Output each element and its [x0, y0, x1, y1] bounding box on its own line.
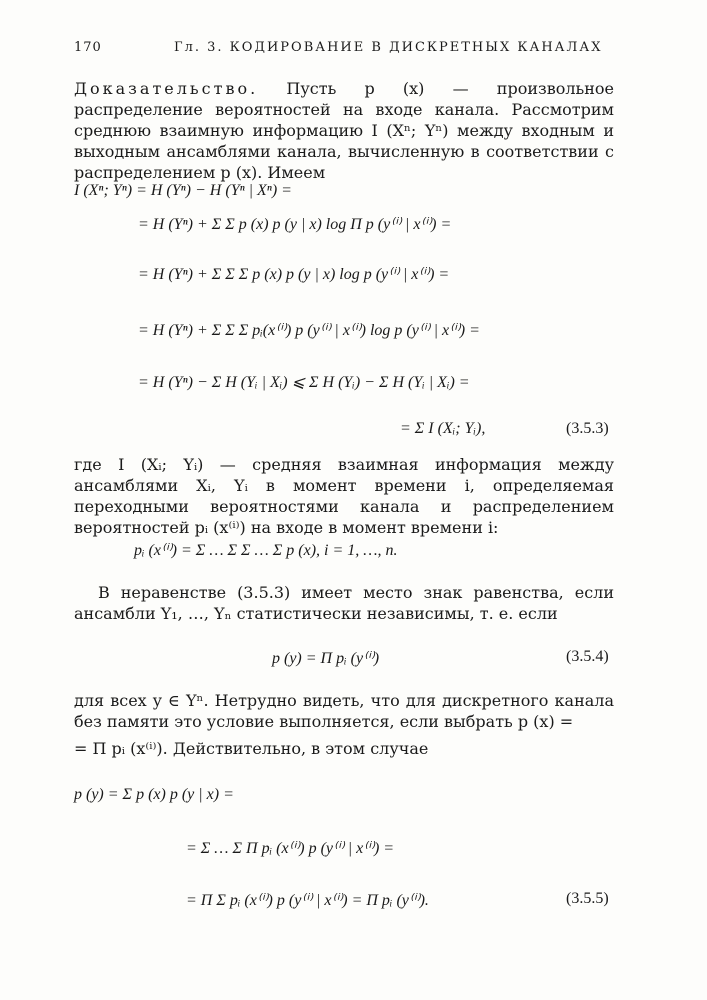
eq355-label: (3.5.5): [566, 890, 609, 907]
eq353-line6: = Σ I (Xᵢ; Yᵢ),: [400, 420, 486, 437]
eq353-line1: I (Xⁿ; Yⁿ) = H (Yⁿ) − H (Yⁿ | Xⁿ) =: [74, 182, 292, 199]
running-title: Гл. 3. КОДИРОВАНИЕ В ДИСКРЕТНЫХ КАНАЛАХ: [174, 40, 603, 55]
eq354-body: p (y) = Π pᵢ (y⁽ⁱ⁾): [272, 650, 380, 667]
eq353-line3: = H (Yⁿ) + Σ Σ Σ p (x) p (y | x) log p (y⁽ⁱ⁾ | x⁽ⁱ⁾) =: [138, 266, 450, 283]
page-number: 170: [74, 40, 102, 55]
equality-paragraph: В неравенстве (3.5.3) имеет место знак равенства, если ансамбли Y₁, …, Yₙ статистически независимы, т. е. если: [74, 583, 614, 623]
eq355-line1: p (y) = Σ p (x) p (y | x) =: [74, 786, 234, 803]
eq354-label: (3.5.4): [566, 648, 609, 665]
proof-lead: Доказательство.: [74, 79, 259, 98]
memoryless-paragraph: для всех y ∈ Yⁿ. Нетрудно видеть, что для дискретного канала без памяти это условие выполняется, если выбрать p (x) =: [74, 691, 614, 731]
proof-text: Пусть p (x) — произвольное распределение вероятностей на входе канала. Рассмотрим среднюю взаимную информацию I (Xⁿ; Yⁿ) между входным и выходным ансамблями канала, вычисленную в соответствии с распределением p (x). Имеем: [74, 79, 614, 182]
eq353-line5: = H (Yⁿ) − Σ H (Yᵢ | Xᵢ) ⩽ Σ H (Yᵢ) − Σ H (Yᵢ | Xᵢ) =: [138, 374, 470, 391]
eq353-label: (3.5.3): [566, 420, 609, 437]
eq355-line2: = Σ … Σ Π pᵢ (x⁽ⁱ⁾) p (y⁽ⁱ⁾ | x⁽ⁱ⁾) =: [186, 840, 395, 857]
marginal-equation: pᵢ (x⁽ⁱ⁾) = Σ … Σ Σ … Σ p (x), i = 1, …, n.: [134, 542, 398, 559]
memoryless-continuation: = Π pᵢ (x⁽ⁱ⁾). Действительно, в этом случае: [74, 739, 429, 758]
eq353-line2: = H (Yⁿ) + Σ Σ p (x) p (y | x) log Π p (y⁽ⁱ⁾ | x⁽ⁱ⁾) =: [138, 216, 452, 233]
eq353-line4: = H (Yⁿ) + Σ Σ Σ pᵢ(x⁽ⁱ⁾) p (y⁽ⁱ⁾ | x⁽ⁱ⁾) log p (y⁽ⁱ⁾ | x⁽ⁱ⁾) =: [138, 322, 480, 339]
proof-paragraph: [74, 78, 614, 183]
definition-paragraph: где I (Xᵢ; Yᵢ) — средняя взаимная информация между ансамблями Xᵢ, Yᵢ в момент времени i, определяемая переходными вероятностями канала и распределением вероятностей pᵢ (x⁽ⁱ⁾) на входе в момент времени i:: [74, 455, 614, 537]
eq355-line3: = Π Σ pᵢ (x⁽ⁱ⁾) p (y⁽ⁱ⁾ | x⁽ⁱ⁾) = Π pᵢ (y⁽ⁱ⁾).: [186, 892, 429, 909]
